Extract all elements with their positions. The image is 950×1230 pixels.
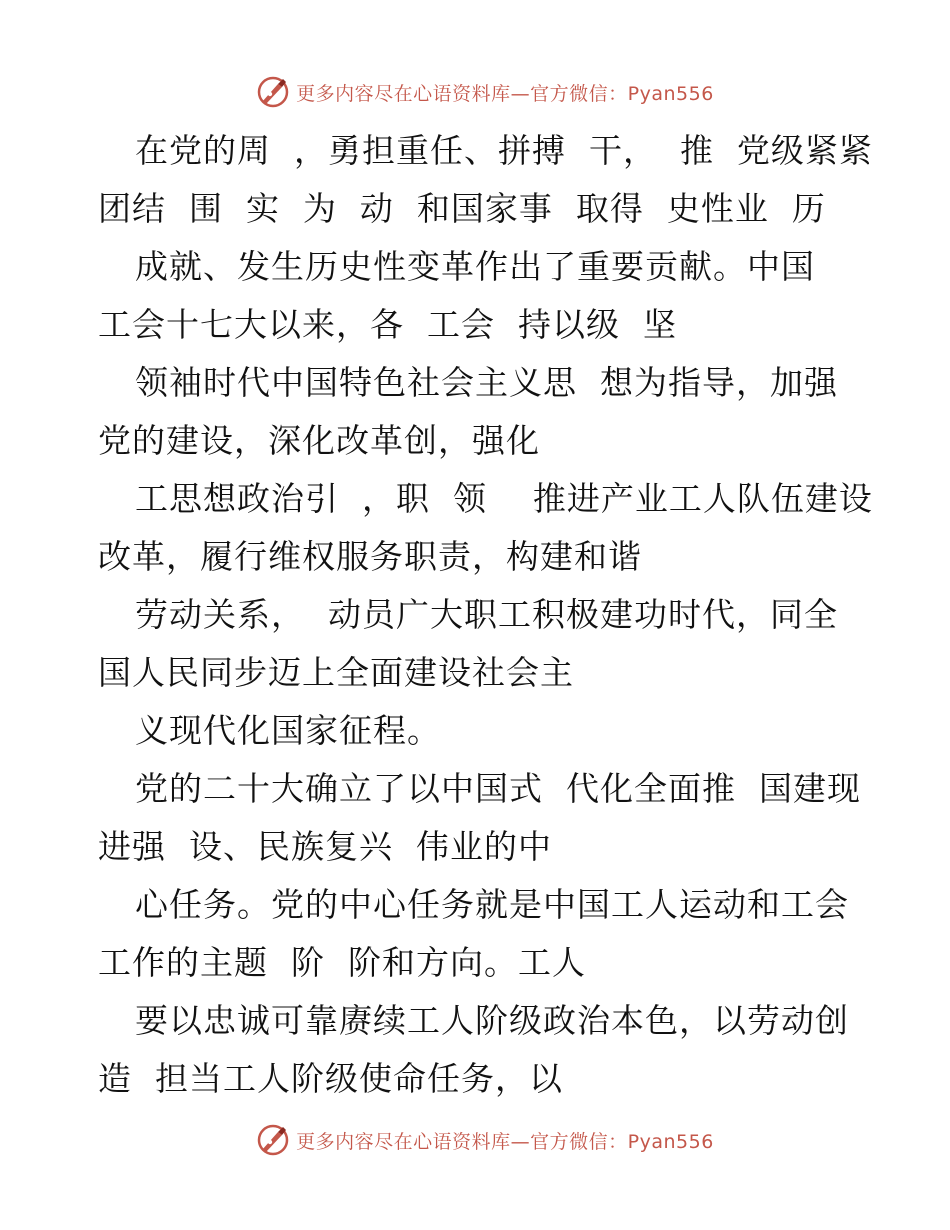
footer-banner-inner bbox=[256, 1123, 714, 1157]
pen-logo-icon bbox=[256, 1123, 290, 1157]
body-line: 劳动关系， 动员广大职工积极建功时代，同全 bbox=[135, 595, 838, 634]
body-line: 国人民同步迈上全面建设社会主 bbox=[98, 653, 574, 692]
body-line: 工思想政治引 ，职 领 推进产业工人队伍建设 bbox=[135, 479, 873, 518]
body-line: 党的建设，深化改革创，强化 bbox=[98, 421, 540, 460]
body-line: 在党的周 ，勇担重任、拼搏 干， 推 党级紧紧 bbox=[135, 131, 873, 170]
body-line: 造 担当工人阶级使命任务，以 bbox=[98, 1059, 563, 1098]
body-line: 成就、发生历史性变革作出了重要贡献。中国 bbox=[135, 247, 815, 286]
body-line: 要以忠诚可靠赓续工人阶级政治本色，以劳动创 bbox=[135, 1001, 849, 1040]
body-line: 改革，履行维权服务职责，构建和谐 bbox=[98, 537, 642, 576]
body-line: 团结 围 实 为 动 和国家事 取得 史性业 历 bbox=[98, 189, 826, 228]
body-line: 工作的主题 阶 阶和方向。工人 bbox=[98, 943, 586, 982]
header-banner-text: 更多内容尽在心语资料库—官方微信：Pyan556 bbox=[296, 82, 714, 105]
body-line: 义现代化国家征程。 bbox=[135, 711, 441, 750]
body-line: 领袖时代中国特色社会主义思 想为指导，加强 bbox=[135, 363, 838, 402]
header-banner bbox=[0, 72, 950, 112]
body-line: 进强 设、民族复兴 伟业的中 bbox=[98, 827, 552, 866]
body-line: 心任务。党的中心任务就是中国工人运动和工会 bbox=[135, 885, 849, 924]
body-line: 工会十七大以来，各 工会 持以级 坚 bbox=[98, 305, 677, 344]
body-line: 党的二十大确立了以中国式 代化全面推 国建现 bbox=[135, 769, 861, 808]
document-body bbox=[98, 122, 873, 1108]
pen-logo-icon bbox=[256, 75, 290, 109]
header-banner-inner bbox=[256, 75, 714, 109]
footer-banner bbox=[0, 1120, 950, 1160]
footer-banner-text: 更多内容尽在心语资料库—官方微信：Pyan556 bbox=[296, 1130, 714, 1153]
